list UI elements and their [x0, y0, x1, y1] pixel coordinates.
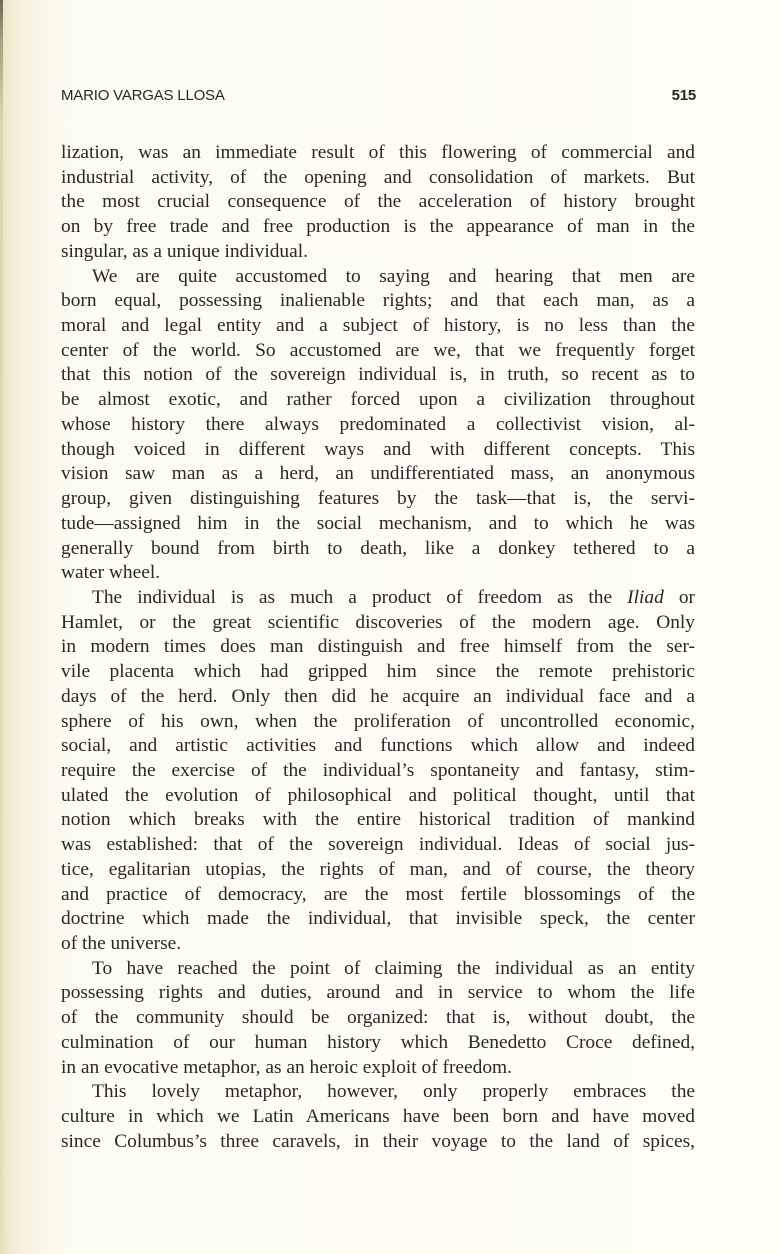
text-line: tude—assigned him in the social mechanism, and to which he was — [61, 512, 695, 534]
text-line: water wheel. — [61, 562, 161, 584]
text-line: ulated the evolution of philosophical and political thought, until that — [61, 784, 695, 806]
text-line: born equal, possessing inalienable rights; and that each man, as a — [61, 290, 695, 312]
paragraph-4 — [61, 957, 695, 1081]
text-line: This lovely metaphor, however, only properly embraces the — [92, 1081, 695, 1103]
text-line: sphere of his own, when the proliferation of uncontrolled economic, — [61, 710, 695, 732]
text-line: that this notion of the sovereign individual is, in truth, so recent as to — [61, 364, 695, 386]
text-line: Hamlet, or the great scientific discoveries of the modern age. Only — [61, 611, 695, 633]
page-number: 515 — [671, 87, 696, 104]
text-line: in modern times does man distinguish and free himself from the ser- — [61, 636, 695, 658]
text-line: singular, as a unique individual. — [61, 240, 308, 262]
text-line: be almost exotic, and rather forced upon a civilization throughout — [61, 389, 695, 411]
text-line: generally bound from birth to death, like a donkey tethered to a — [61, 537, 695, 559]
body-text — [61, 141, 695, 1154]
text-line: the most crucial consequence of the acceleration of history brought — [61, 191, 695, 213]
text-line: culture in which we Latin Americans have been born and have moved — [61, 1106, 695, 1128]
text-line: tice, egalitarian utopias, the rights of man, and of course, the theory — [61, 858, 695, 880]
paragraph-3 — [61, 586, 695, 957]
text-line: whose history there always predominated a collectivist vision, al- — [61, 413, 695, 435]
text-line: on by free trade and free production is the appearance of man in the — [61, 216, 695, 238]
text-line: days of the herd. Only then did he acquire an individual face and a — [61, 685, 695, 707]
text-line: of the universe. — [61, 933, 182, 954]
text-line: doctrine which made the individual, that invisible speck, the center — [61, 908, 695, 930]
text-line-with-italic — [61, 586, 695, 611]
text-line: culmination of our human history which Benedetto Croce defined, — [61, 1031, 695, 1053]
text-line: in an evocative metaphor, as an heroic exploit of freedom. — [61, 1056, 512, 1078]
text-line: vile placenta which had gripped him since the remote prehistoric — [61, 661, 695, 683]
running-head-author: MARIO VARGAS LLOSA — [61, 87, 225, 104]
text-line: We are quite accustomed to saying and hearing that men are — [92, 265, 695, 287]
text-line: group, given distinguishing features by the task—that is, the servi- — [61, 488, 695, 510]
text-line: was established: that of the sovereign individual. Ideas of social jus- — [61, 834, 695, 856]
text-line: notion which breaks with the entire historical tradition of mankind — [61, 809, 695, 831]
text-line: possessing rights and duties, around and in service to whom the life — [61, 982, 695, 1004]
text-line: of the community should be organized: that is, without doubt, the — [61, 1007, 695, 1029]
text-line: lization, was an immediate result of this flowering of commercial and — [61, 142, 695, 163]
text-line: vision saw man as a herd, an undifferentiated mass, an anonymous — [61, 463, 695, 485]
text-line: social, and artistic activities and functions which allow and indeed — [61, 735, 695, 757]
paragraph-5 — [61, 1080, 695, 1154]
text-line: industrial activity, of the opening and consolidation of markets. But — [61, 166, 695, 188]
italic-title: Iliad — [627, 586, 664, 608]
text-run: or — [663, 586, 695, 608]
text-line: To have reached the point of claiming the individual as an entity — [92, 957, 695, 979]
paragraph-1 — [61, 141, 695, 265]
running-head — [61, 87, 696, 109]
text-run: The individual is as much a product of freedom as the — [92, 586, 628, 608]
text-line: center of the world. So accustomed are we, that we frequently forget — [61, 339, 695, 361]
text-line: though voiced in different ways and with different concepts. This — [61, 438, 695, 460]
text-line: require the exercise of the individual’s spontaneity and fantasy, stim- — [61, 759, 695, 781]
text-line: and practice of democracy, are the most fertile blossomings of the — [61, 883, 695, 905]
paragraph-2 — [61, 265, 695, 586]
text-line: moral and legal entity and a subject of history, is no less than the — [61, 315, 695, 337]
text-line: since Columbus’s three caravels, in their voyage to the land of spices, — [61, 1130, 695, 1152]
